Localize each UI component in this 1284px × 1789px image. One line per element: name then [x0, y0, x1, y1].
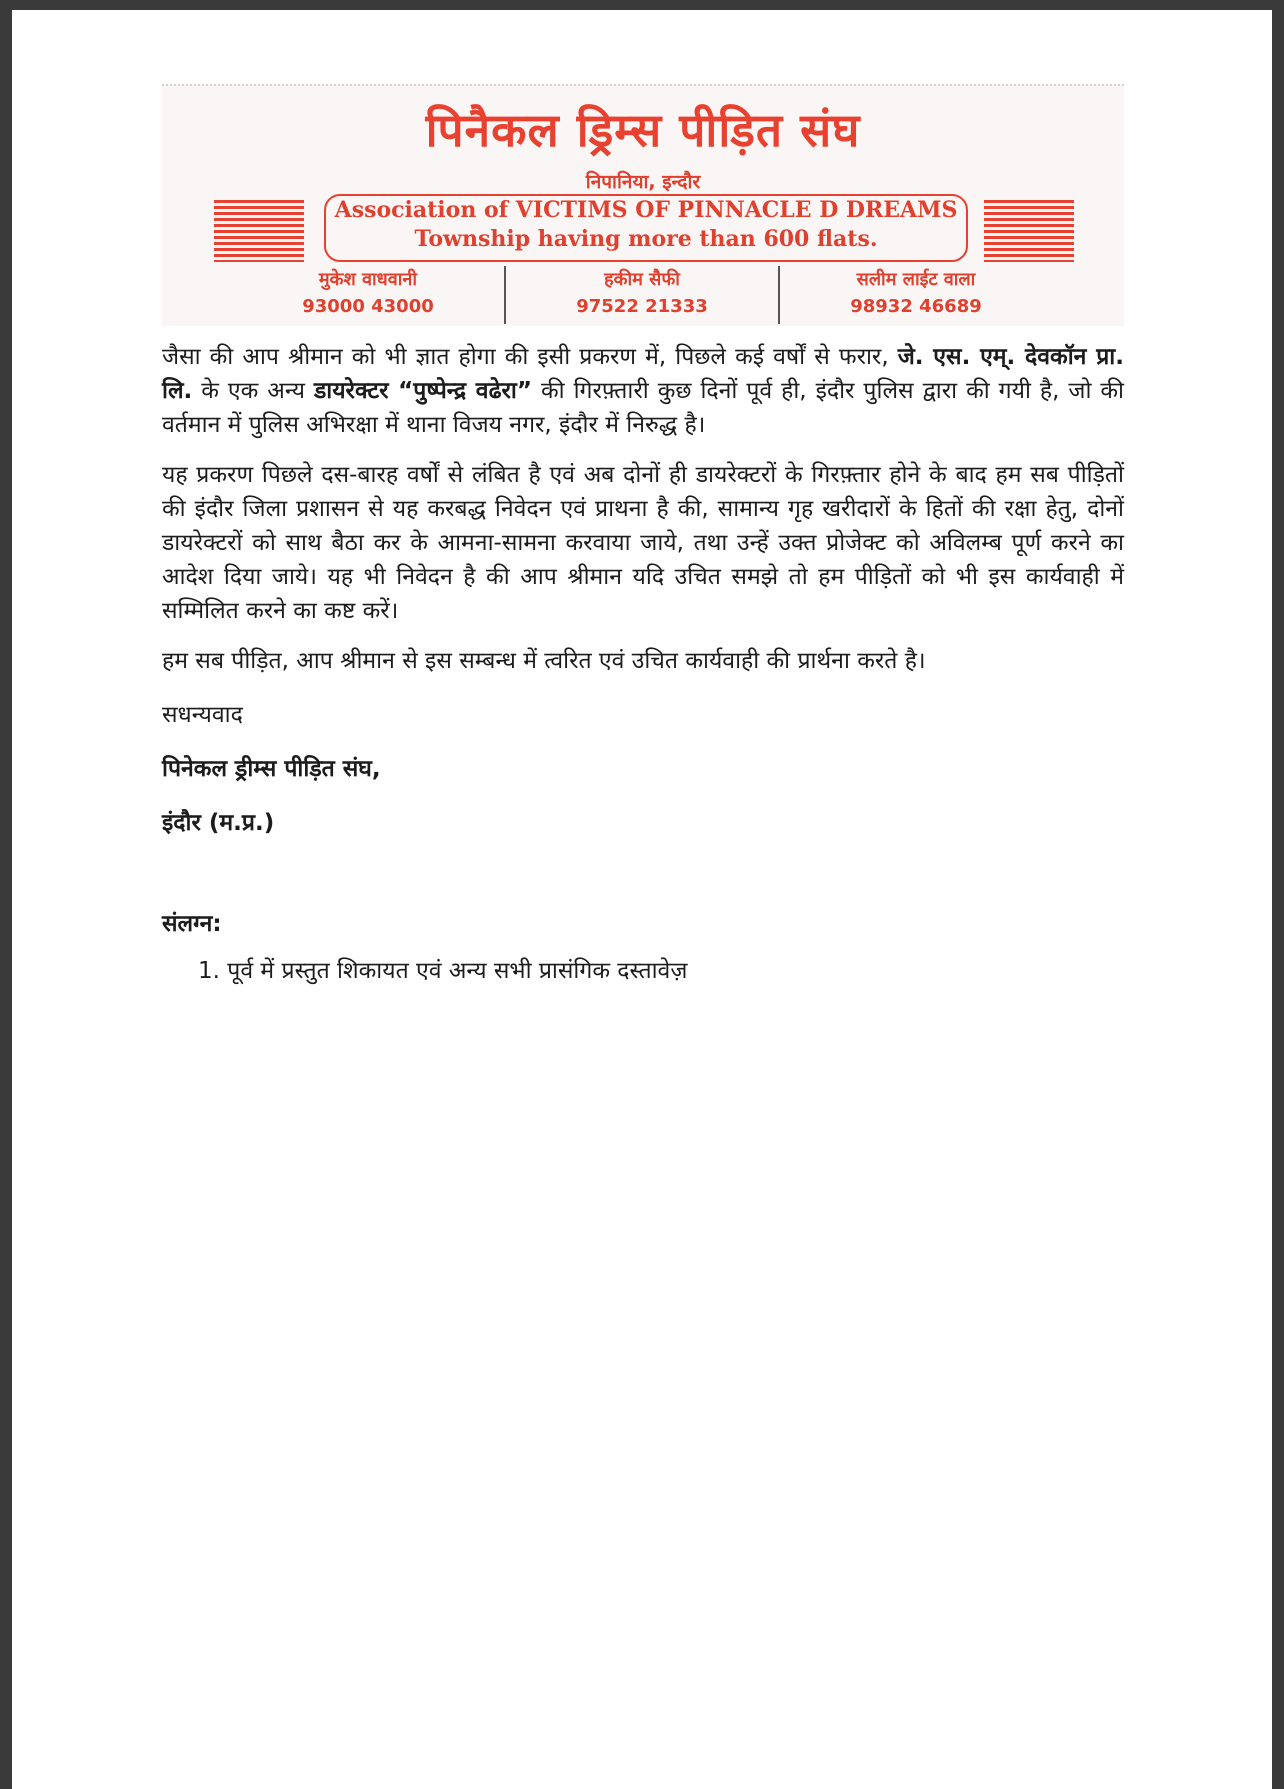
signature-line-2: इंदौर (म.प्र.): [162, 810, 275, 836]
p1-text-a: जैसा की आप श्रीमान को भी ज्ञात होगा की इसी प्रकरण में, पिछले कई वर्षों से फरार,: [162, 344, 898, 370]
decorative-stripes-right: [984, 200, 1074, 262]
director-name: डायरेक्टर “पुष्पेन्द्र वढेरा”: [313, 378, 533, 404]
letterhead-location: निपानिया, इन्दौर: [585, 171, 701, 193]
english-line-1: Association of VICTIMS OF PINNACLE D DREAMS: [334, 197, 958, 223]
p1-text-e: की गिरफ़्तारी कुछ दिनों पूर्व ही, इंदौर पुलिस द्वारा की गयी है, जो की वर्तमान में पुलिस अभिरक्षा में थाना विजय नगर, इंदौर में निरुद्ध है।: [162, 378, 1125, 438]
decorative-stripes-left: [214, 200, 304, 262]
contact-name: हकीम सैफी: [604, 269, 680, 290]
contact-phone: 97522 21333: [576, 296, 708, 317]
contact-phone: 93000 43000: [302, 296, 434, 317]
thanks-line: सधन्यवाद: [162, 702, 243, 728]
signature-line-1: पिनेकल ड्रीम्स पीड़ित संघ,: [162, 756, 381, 782]
contact-3: [778, 266, 1052, 324]
paragraph-1: [162, 340, 1124, 442]
contact-name: मुकेश वाधवानी: [318, 269, 418, 290]
letterhead: [162, 84, 1124, 326]
english-line-2: Township having more than 600 flats.: [414, 226, 878, 252]
contact-1: [232, 266, 504, 324]
letter-body: [162, 340, 1124, 988]
attachment-item: 1. पूर्व में प्रस्तुत शिकायत एवं अन्य सभी प्रासंगिक दस्तावेज़: [198, 958, 688, 984]
document-page: [12, 10, 1272, 1789]
letterhead-english-box: [324, 194, 968, 262]
company-name: जे. एस. एम्. देवकॉन प्रा. लि.: [162, 344, 1124, 404]
paragraph-2: यह प्रकरण पिछले दस-बारह वर्षों से लंबित है एवं अब दोनों ही डायरेक्टरों के गिरफ़्तार होने के बाद हम सब पीड़ितों की इंदौर जिला प्रशासन से यह करबद्ध निवेदन एवं प्राथना है की, सामान्य गृह खरीदारों के हितों की रक्षा हेतु, दोनों डायरेक्टरों को साथ बैठा कर के आमना-सामना करवाया जाये, तथा उन्हें उक्त प्रोजेक्ट को अविलम्ब पूर्ण करने का आदेश दिया जाये। यह भी निवेदन है की आप श्रीमान यदि उचित समझे तो हम पीड़ितों को भी इस कार्यवाही में सम्मिलित करने का कष्ट करें।: [162, 462, 1124, 624]
contacts-row: [232, 266, 1052, 324]
contact-2: [504, 266, 778, 324]
contact-name: सलीम लाईट वाला: [856, 269, 976, 290]
p1-text-c: के एक अन्य: [192, 378, 314, 404]
paragraph-3: हम सब पीड़ित, आप श्रीमान से इस सम्बन्ध में त्वरित एवं उचित कार्यवाही की प्रार्थना करते है।: [162, 648, 926, 674]
attachments-heading: संलग्न:: [162, 911, 222, 937]
contact-phone: 98932 46689: [850, 296, 982, 317]
letterhead-title: पिनैकल ड्रिम्स पीड़ित संघ: [425, 103, 861, 157]
